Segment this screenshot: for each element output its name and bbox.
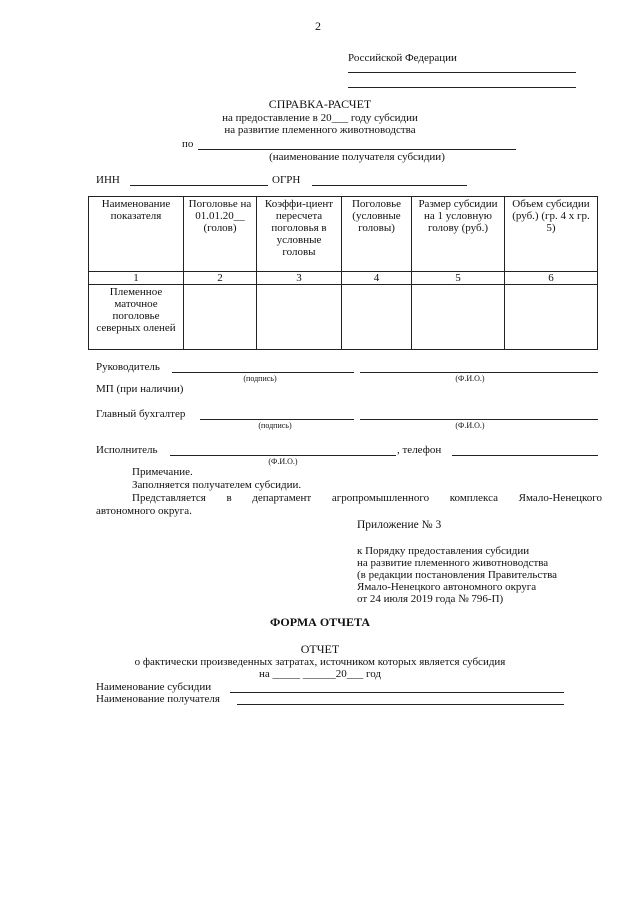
table-header-cell: Поголовье (условные головы) [342, 197, 412, 272]
spravka-subtitle-2: на развитие племенного животноводства [224, 124, 416, 136]
recipient-caption: (наименование получателя субсидии) [269, 151, 445, 163]
spravka-title: СПРАВКА-РАСЧЕТ [268, 97, 372, 111]
table-cell[interactable] [412, 285, 505, 350]
chief-accountant-label: Главный бухгалтер [96, 408, 186, 420]
table-row [89, 285, 598, 350]
column-number: 4 [342, 272, 412, 285]
spravka-subtitle-1: на предоставление в 20___ году субсидии [222, 112, 418, 124]
column-number: 3 [257, 272, 342, 285]
column-number: 1 [89, 272, 184, 285]
header-blank-line-1 [348, 72, 576, 73]
table-cell[interactable] [342, 285, 412, 350]
appendix-line-2: на развитие племенного животноводства [357, 557, 549, 569]
recipient-name-line [198, 149, 516, 150]
subsidy-name-label: Наименование субсидии [96, 681, 212, 693]
table-cell[interactable] [505, 285, 598, 350]
table-header-cell: Размер субсидии на 1 условную голову (руб.) [412, 197, 505, 272]
accountant-signature-line[interactable] [200, 419, 354, 420]
table-header-row [89, 197, 598, 272]
report-subtitle: о фактически произведенных затратах, источником которых является субсидия [134, 656, 506, 668]
head-fio-caption: (Ф.И.О.) [455, 374, 485, 383]
row-label: Племенное маточное поголовье северных оленей [89, 285, 184, 350]
note-line-2b: автономного округа. [96, 505, 192, 517]
table-cell[interactable] [184, 285, 257, 350]
recipient-name-field-line[interactable] [237, 704, 564, 705]
ogrn-label: ОГРН [272, 174, 301, 186]
header-country: Российской Федерации [348, 52, 457, 64]
note-line-1: Заполняется получателем субсидии. [132, 479, 302, 491]
executor-name-line[interactable] [170, 455, 396, 456]
accountant-signature-caption: (подпись) [258, 421, 292, 430]
po-label: по [182, 138, 194, 150]
header-blank-line-2 [348, 87, 576, 88]
table-cell[interactable] [257, 285, 342, 350]
inn-field-line[interactable] [130, 185, 268, 186]
executor-label: Исполнитель [96, 444, 158, 456]
table-header-cell: Коэффи-циент пересчета поголовья в условные головы [257, 197, 342, 272]
column-number: 6 [505, 272, 598, 285]
subsidy-name-line[interactable] [230, 692, 564, 693]
head-signature-line[interactable] [172, 372, 354, 373]
appendix-line-5: от 24 июля 2019 года № 796-П) [357, 593, 504, 605]
head-label: Руководитель [96, 361, 160, 373]
accountant-fio-caption: (Ф.И.О.) [455, 421, 485, 430]
table-number-row [89, 272, 598, 285]
report-title: ОТЧЕТ [300, 642, 340, 656]
spravka-table [88, 196, 598, 350]
note-line-2a: Представляется в департамент агропромышленного комплекса Ямало-Ненецкого [132, 492, 602, 504]
accountant-fio-line[interactable] [360, 419, 598, 420]
executor-fio-caption: (Ф.И.О.) [268, 457, 298, 466]
table-header-cell: Поголовье на 01.01.20__ (голов) [184, 197, 257, 272]
table-header-cell: Наименование показателя [89, 197, 184, 272]
appendix-title: Приложение № 3 [357, 519, 442, 531]
ogrn-field-line[interactable] [312, 185, 467, 186]
inn-label: ИНН [96, 174, 120, 186]
appendix-line-1: к Порядку предоставления субсидии [357, 545, 530, 557]
recipient-name-label: Наименование получателя [96, 693, 220, 705]
seal-label: МП (при наличии) [96, 383, 184, 395]
report-date-line: на _____ ______20___ год [258, 668, 382, 680]
page-number: 2 [315, 19, 321, 33]
form-title: ФОРМА ОТЧЕТА [269, 615, 371, 629]
appendix-line-4: Ямало-Ненецкого автономного округа [357, 581, 537, 593]
head-fio-line[interactable] [360, 372, 598, 373]
column-number: 5 [412, 272, 505, 285]
phone-label: , телефон [397, 444, 442, 456]
phone-line[interactable] [452, 455, 598, 456]
table-header-cell: Объем субсидии (руб.) (гр. 4 х гр. 5) [505, 197, 598, 272]
appendix-line-3: (в редакции постановления Правительства [357, 569, 558, 581]
note-title: Примечание. [132, 466, 193, 478]
column-number: 2 [184, 272, 257, 285]
head-signature-caption: (подпись) [243, 374, 277, 383]
